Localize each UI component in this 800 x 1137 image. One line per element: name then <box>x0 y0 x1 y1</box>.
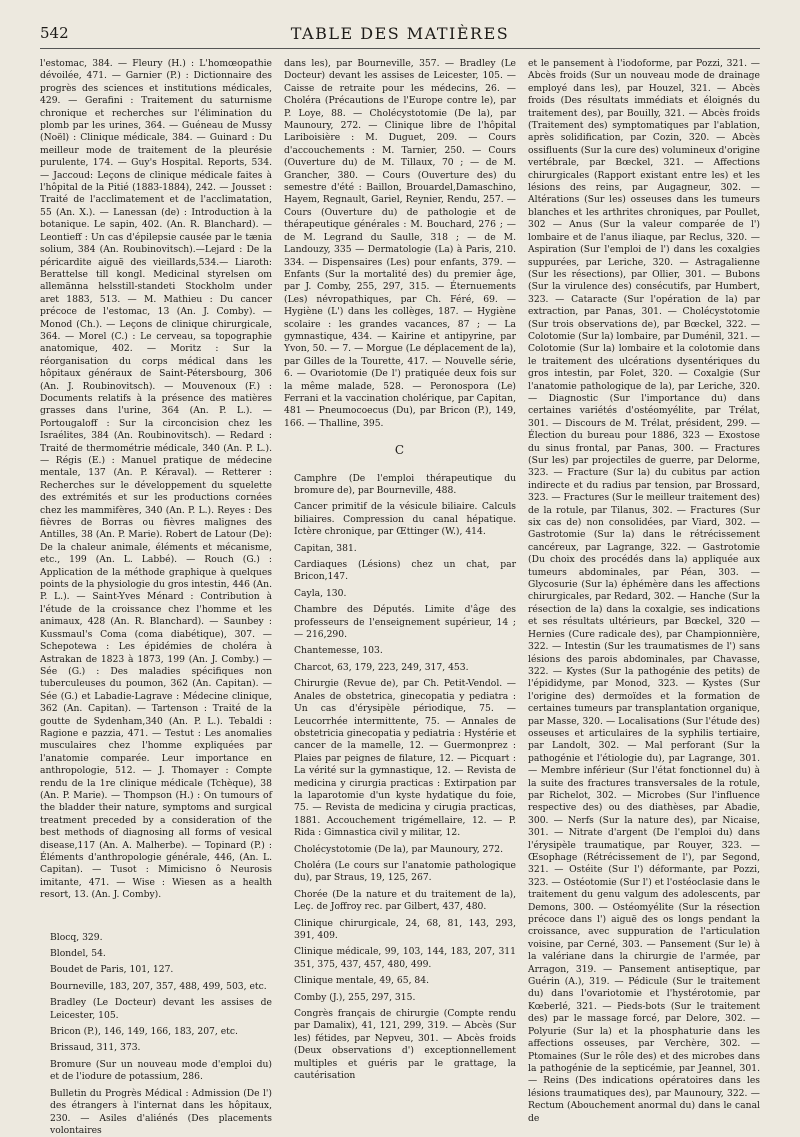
section-letter: C <box>394 443 406 458</box>
index-entry: Congrès français de chirurgie (Compte rendu par Damalix), 41, 121, 299, 319. — Abcès (Sur les) fétides, par Nepveu, 301. — Abcès froids (Deux observations d') exceptionnellement multiples et guéris par le grattage, la cautérisation <box>294 1008 516 1082</box>
column-1 <box>40 58 272 1136</box>
index-entry: Blocq, 329. <box>50 931 103 943</box>
index-entry: Bourneville, 183, 207, 357, 488, 499, 503, etc. <box>50 980 267 992</box>
index-entry: Clinique médicale, 99, 103, 144, 183, 207, 311 351, 375, 437, 457, 480, 499. <box>294 946 516 970</box>
page-number: 542 <box>40 24 69 42</box>
index-entry: Chirurgie (Revue de), par Ch. Petit-Vendol. — Anales de obstetrica, ginecopatia y pediatra : Un cas d'érysipèle périodique, 75. — Leucorrhée intermittente, 75. — Annales de obstetricia ginecopatia y pediatria : Hystérie et cancer de la mamelle, 12. — Guermonprez : Plaies par peignes de filature, 12. — Picquart : La vérité sur la gymnastique, 12. — Revista de medicina y cirurgia practicas : Extirpation par la laparotomie d'un kyste hydatique du foie, 75. — Revista de medicina y cirugia practicas, 1881. Accouchement trigémellaire, 12. — P. Rida : Gimnastica civil y militar, 12. <box>294 678 516 839</box>
index-entry: Clinique chirurgicale, 24, 68, 81, 143, 293, 391, 409. <box>294 917 516 941</box>
column-2-continued-text: dans les), par Bourneville, 357. — Bradley (Le Docteur) devant les assises de Leicester, 105. — Caisse de retraite pour les médecins, 26. — Choléra (Précautions de l'Europe contre le), par P. Loye, 88. — Cholécystotomie (De la), par Maunoury, 272. — Clinique libre de l'hôpital Lariboisière : M. Duguet, 209. — Cours d'accouchements : M. Tarnier, 250. — Cours (Ouverture du) de M. Tillaux, 70 ; — de M. Grancher, 380. — Cours (Ouverture des) du semestre d'été : Baillon, Brouardel,Damaschino, Hayem, Regnault, Gariel, Reynier, Rendu, 257. — Cours (Ouverture du) de pathologie et de thérapeutique générales : M. Bouchard, 276 ; — de M. Legrand du Saulle, 318 ; — de M. Landouzy, 335 — Dermatologie (La) à Paris, 210. 334. — Dispensaires (Les) pour enfants, 379. — Enfants (Sur la mortalité des) du premier âge, par J. Comby, 255, 297, 315. — Éternuements (Les) névropathiques, par Ch. Féré, 69. — Hygiène (L') dans les collèges, 187. — Hygiène scolaire : les grandes vacances, 87 ; — La gymnastique, 434. — Kairine et antipyrine, par Yvon, 50. — 7. — Morgue (Le déplacement de la), par Gilles de la Tourette, 417. — Nouvelle série, 6. — Ovariotomie (De l') pratiquée deux fois sur la même malade, 528. — Peronospora (Le) Ferrani et la vaccination cholérique, par Capitan, 481 — Pneumocoecus (Du), par Bricon (P.), 149, 166. — Thalline, 395. <box>284 58 516 429</box>
index-entry: Cancer primitif de la vésicule biliaire. Calculs biliaires. Compression du canal hépatique. Ictère chronique, par Œttinger (W.), 414. <box>294 501 516 538</box>
index-entry: Charcot, 63, 179, 223, 249, 317, 453. <box>294 661 469 673</box>
index-entry: Comby (J.), 255, 297, 315. <box>294 991 416 1003</box>
index-entry: Clinique mentale, 49, 65, 84. <box>294 975 430 987</box>
index-entry: Capitan, 381. <box>294 542 357 554</box>
index-entry: Blondel, 54. <box>50 948 106 960</box>
column-1-spacer <box>40 906 272 932</box>
index-entry: Chambre des Députés. Limite d'âge des professeurs de l'enseignement supérieur, 14 ; — 216,290. <box>294 604 516 641</box>
index-entry: Cayla, 130. <box>294 587 347 599</box>
index-entry: Boudet de Paris, 101, 127. <box>50 964 174 976</box>
column-1-continued-text: l'estomac, 384. — Fleury (H.) : L'homœopathie dévoilée, 471. — Garnier (P.) : Dictionnaire des progrès des sciences et institutions médicales, 429. — Gerafini : Traitement du saturnisme chronique et recherches sur l'élimination du plomb par les urines, 364. — Guéneau de Mussy (Noël) : Clinique médicale, 384. — Guinard : Du meilleur mode de traitement de la pleurésie purulente, 174. — Guy's Hospital. Reports, 534. — Jaccoud: Leçons de clinique médicale faites à l'hôpital de la Pitié (1883-1884), 242. — Jousset : Traité de l'acclimatement et de l'acclimatation, 55 (An. X.). — Lanessan (de) : Introduction à la botanique. Le sapin, 402. (An. R. Blanchard). — Leontieff : Un cas d'épilepsie causée par le tænia solium, 384 (An. Roubinovitsch).—Lejard : De la péricardite aiguë des vieillards,534.— Liaroth: Berattelse till kongl. Medicinal styrelsen om allemänna helsstill-standeti Stockholm under aret 1883, 513. — M. Mathieu : Du cancer précoce de l'estomac, 13 (An. J. Comby). — Monod (Ch.). — Leçons de clinique chirurgicale, 364. — Morel (C.) : Le cerveau, sa topographie anatomique, 402. — Moritz : Sur la réorganisation du corps médical dans les hôpitaux généraux de Saint-Pétersbourg, 306 (An. J. Roubinovitsch). — Mouvenoux (F.) : Documents relatifs à la présence des matières grasses dans l'urine, 364 (An. P. L.). — Portougaloff : Sur la circoncision chez les Israélites, 384 (An. Roubinovitsch). — Redard : Traité de thermométrie médicale, 340 (An. P. L.). — Régis (E.) : Manuel pratique de médecine mentale, 137 (An. P. Kéraval). — Retterer : Recherches sur le développement du squelette des extrémités et sur les productions cornées chez les mammifères, 340 (An. P. L.). Reyes : Des fièvres de Borras ou fièvres malignes des Antilles, 38 (An. P. Marie). Robert de Latour (De): De la chaleur animale, éléments et mécanisme, etc., 199 (An. L. Labbé). — Rouch (G.) : Application de la méthode graphique à quelques points de la physiologie du gros intestin, 446 (An. P. L.). — Saint-Yves Ménard : Contribution à l'étude de la croissance chez l'homme et les animaux, 428 (An. R. Blanchard). — Saunbey : Kussmaul's Coma (coma diabétique), 307. — Schepotewa : Les épidémies de choléra à Astrakan de 1823 à 1873, 199 (An. J. Comby.) — Sée (G.) : Des maladies spécifiques non tuberculeuses du poumon, 362 (An. Capitan). — Sée (G.) et Labadie-Lagrave : Médecine clinique, 362 (An. Capitan). — Tartenson : Traité de la goutte de Sydenham,340 (An. P. L.). Tebaldi : Ragione e pazzia, 471. — Testut : Les anomalies musculaires chez l'homme expliquées par l'anatomie comparée. Leur importance en anthropologie, 512. — J. Thomayer : Compte rendu de la 1re clinique médicale (Tchèque), 38 (An. P. Marie). — Thompson (H.) : On tumours of the bladder their nature, symptoms and surgical treatment preceded by a consideration of the best methods of diagnosing all forms of vesical disease,117 (An. A. Malherbe). — Topinard (P.) : Éléments d'anthropologie générale, 446, (An. L. Capitan). — Tusot : Mimicisno ô Neurosis imitante, 471. — Wise : Wiesen as a health resort, 13. (An. J. Comby). <box>40 58 272 901</box>
index-entry: Chantemesse, 103. <box>294 645 383 657</box>
index-entry: Brissaud, 311, 373. <box>50 1042 141 1054</box>
column-2 <box>284 58 516 1098</box>
index-entry: Bradley (Le Docteur) devant les assises de Leicester, 105. <box>50 997 272 1021</box>
index-entry: Bricon (P.), 146, 149, 166, 183, 207, etc. <box>50 1026 238 1038</box>
column-3-continued-text: et le pansement à l'iodoforme, par Pozzi, 321. — Abcès froids (Sur un nouveau mode de drainage employé dans les), par Houzel, 321. — Abcès froids (Des résultats immédiats et éloignés du traitement des), par Bouilly, 321. — Abcès froids (Traitement des) symptomatiques par l'ablation, après solidification, par Cozin, 320. — Abcès ossifluents (Sur la cure des) volumineux d'origine vertébrale, par Bœckel, 321. — Affections chirurgicales (Rapport existant entre les) et les lésions des reins, par Augagneur, 302. — Altérations (Sur les) osseuses dans les tumeurs blanches et les arthrites chroniques, par Poullet, 302 — Anus (Sur la valeur comparée de l') lombaire et de l'anus iliaque, par Reclus, 320. — Aspiration (Sur l'emploi de l') dans les coxalgies suppurées, par Leriche, 320. — Astragalienne (Sur les résections), par Ollier, 301. — Bubons (Sur la virulence des) consécutifs, par Humbert, 323. — Cataracte (Sur l'opération de la) par extraction, par Panas, 301. — Cholécystotomie (Sur trois observations de), par Bœckel, 322. — Colotomie (Sur la) lombaire, par Duménil, 321. — Colotomie (Sur la) lombaire et la colotomie dans le traitement des ulcérations dysentériques du gros intestin, par Folet, 320. — Coxalgie (Sur l'anatomie pathologique de la), par Leriche, 320. — Diagnostic (Sur l'importance du) dans certaines variétés d'ostéomyélite, par Trélat, 301. — Discours de M. Trélat, président, 299. — Élection du bureau pour 1886, 323 — Exostose du sinus frontal, par Panas, 300. — Fractures (Sur les) par projectiles de guerre, par Delorme, 323. — Fracture (Sur la) du cubitus par action indirecte et du radius par tension, par Brossard, 323. — Fractures (Sur le meilleur traitement des) de la rotule, par Tilanus, 302. — Fractures (Sur six cas de) non consolidées, par Viard, 302. — Gastrotomie (Sur la) dans le rétrécissement cancéreux, par Lagrange, 322. — Gastrotomie (Du choix des procédés dans la) appliquée aux tumeurs abdominales, par Péan, 303. — Glycosurie (Sur la) éphémère dans les affections chirurgicales, par Redard, 302. — Hanche (Sur la résection de la) dans la coxalgie, ses indications et ses résultats ultérieurs, par Bœckel, 320 — Hernies (Cure radicale des), par Championnière, 322. — Intestin (Sur les traumatismes de l') sans lésions des parois abdominales, par Chavasse, 322. — Kystes (Sur la pathogénie des petits) de l'épididyme, par Monod, 323. — Kystes (Sur l'origine des) dermoïdes et la formation de certaines tumeurs par transplantation organique, par Masse, 320. — Localisations (Sur l'étude des) osseuses et articulaires de la syphilis tertiaire, par Landolt, 302. — Mal perforant (Sur la pathogénie et l'étiologie du), par Lagrange, 301. — Membre inférieur (Sur l'état fonctionnel du) à la suite des fractures transversales de la rotule, par Richelot, 302. — Microbes (Sur l'influence respective des) ou des diathèses, par Abadie, 300. — Nerfs (Sur la nature des), par Nicaise, 301. — Nitrate d'argent (De l'emploi du) dans l'érysipèle traumatique, par Rouyer, 323. — Œsophage (Rétrécissement de l'), par Segond, 321. — Ostéite (Sur l') déformante, par Pozzi, 323. — Ostéotomie (Sur l') et l'ostéoclasie dans le traitement du genu valgum des adolescents, par Demons, 300. — Ostéomyélite (Sur la résection précoce dans l') aiguë des os longs pendant la croissance, avec suppuration de l'articulation voisine, par Cerné, 303. — Pansement (Sur le) à la valériane dans la chirurgie de l'armée, par Arragon, 319. — Pansement antiseptique, par Guérin (A.), 319. — Pédicule (Sur le traitement du) dans l'ovariotomie et l'hystérotomie, par Kœberlé, 321. — Pieds-bots (Sur le traitement des) par le massage forcé, par Delore, 302. — Polyurie (Sur la) et la phosphaturie dans les affections osseuses, par Verchère, 302. — Ptomaines (Sur le rôle des) et des microbes dans la pathogénie de la septicémie, par Jeannel, 301. — Reins (Des indications opératoires dans les lésions traumatiques des), par Maunoury, 322. — Rectum (Abouchement anormal du) dans le canal de <box>528 58 760 1124</box>
page-header <box>40 22 760 49</box>
index-entry: Choléra (Le cours sur l'anatomie pathologique du), par Straus, 19, 125, 267. <box>294 859 516 884</box>
index-entry: Chorée (De la nature et du traitement de la), Leç. de Joffroy rec. par Gilbert, 437, 480. <box>294 888 516 913</box>
text-columns <box>40 58 760 1136</box>
column-3 <box>528 58 760 1124</box>
index-entry: Bromure (Sur un nouveau mode d'emploi du) et de l'iodure de potassium, 286. <box>50 1058 272 1083</box>
index-entry: Camphre (De l'emploi thérapeutique du bromure de), par Bourneville, 488. <box>294 472 516 496</box>
page-title: TABLE DES MATIÈRES <box>290 24 510 43</box>
index-entry: Cholécystotomie (De la), par Maunoury, 272. <box>294 843 504 855</box>
index-entry: Bulletin du Progrès Médical : Admission (De l') des étrangers à l'internat dans les hôpitaux, 230. — Asiles d'aliénés (Des placements volontaires <box>50 1087 272 1136</box>
index-entry: Cardiaques (Lésions) chez un chat, par Bricon,147. <box>294 559 516 583</box>
